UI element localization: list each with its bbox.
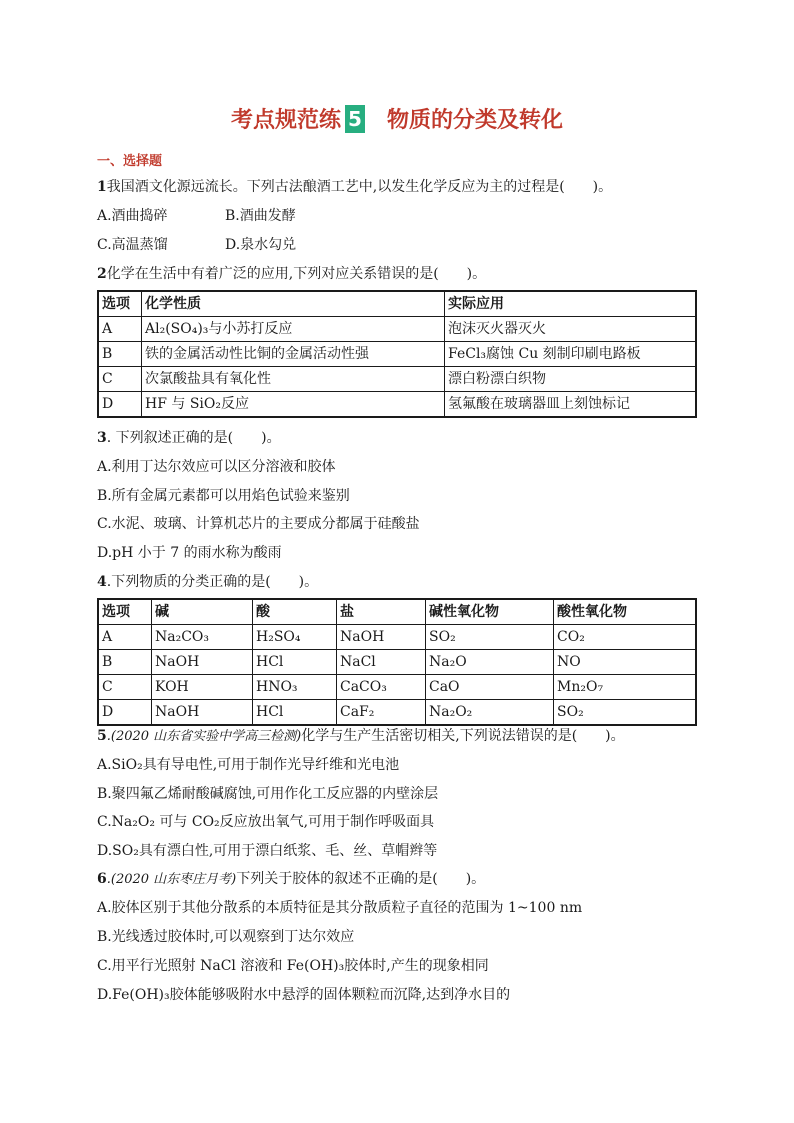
option-b: B.聚四氟乙烯耐酸碱腐蚀,可用作化工反应器的内壁涂层: [97, 786, 439, 802]
title-number-badge: 5: [345, 105, 365, 133]
table-cell: SO₂: [426, 625, 554, 650]
table-cell: C: [98, 367, 142, 392]
question-text-end: )。: [261, 430, 281, 446]
table-cell: CaF₂: [337, 700, 426, 726]
section-heading: 一、选择题: [97, 154, 163, 169]
table-cell: 氢氟酸在玻璃器皿上刻蚀标记: [445, 392, 697, 418]
table-cell: Na₂O₂: [426, 700, 554, 726]
question-4-stem: [97, 572, 318, 592]
table-cell: D: [98, 392, 142, 418]
table-cell: B: [98, 650, 152, 675]
question-number: 6: [97, 871, 107, 887]
table-cell: 铁的金属活动性比铜的金属活动性强: [142, 342, 445, 367]
table-header-row: [98, 291, 696, 317]
option-c: C.高温蒸馏: [97, 237, 168, 253]
header-cell: 盐: [337, 599, 426, 625]
option-b: B.所有金属元素都可以用焰色试验来鉴别: [97, 488, 350, 504]
page-title: [0, 104, 794, 138]
table-cell: H₂SO₄: [253, 625, 337, 650]
question-text-end: )。: [592, 179, 613, 195]
question-1-options-row-2: [97, 235, 353, 255]
header-cell: 碱: [152, 599, 253, 625]
table-cell: C: [98, 675, 152, 700]
question-text: . 下列叙述正确的是(: [106, 430, 234, 446]
question-text-end: )。: [466, 266, 487, 282]
option-c: C.Na₂O₂ 可与 CO₂反应放出氧气,可用于制作呼吸面具: [97, 814, 435, 830]
table-cell: Al₂(SO₄)₃与小苏打反应: [142, 317, 445, 342]
question-1-options-row-1: [97, 206, 353, 226]
title-prefix: 考点规范练: [230, 108, 341, 133]
question-text: 化学在生活中有着广泛的应用,下列对应关系错误的是(: [106, 266, 439, 282]
table-cell: HF 与 SiO₂反应: [142, 392, 445, 418]
question-5-stem: [97, 726, 625, 747]
question-text: .下列物质的分类正确的是(: [106, 574, 271, 590]
table-cell: Na₂O: [426, 650, 554, 675]
header-cell: 实际应用: [445, 291, 697, 317]
question-text: 下列关于胶体的叙述不正确的是(: [236, 871, 438, 887]
option-d: D.SO₂具有漂白性,可用于漂白纸浆、毛、丝、草帽辫等: [97, 843, 438, 859]
question-number: 5: [97, 728, 107, 744]
question-text: 我国酒文化源远流长。下列古法酿酒工艺中,以发生化学反应为主的过程是(: [106, 179, 565, 195]
table-cell: NO: [554, 650, 697, 675]
table-cell: SO₂: [554, 700, 697, 726]
question-6-stem: [97, 869, 485, 890]
table-row: [98, 675, 696, 700]
header-cell: 选项: [98, 599, 152, 625]
question-source: .(2020 山东省实验中学高三检测): [106, 729, 302, 744]
table-cell: 漂白粉漂白织物: [445, 367, 697, 392]
header-cell: 碱性氧化物: [426, 599, 554, 625]
question-number: 3: [97, 430, 107, 446]
option-d: D.泉水勾兑: [225, 237, 297, 253]
option-a: A.酒曲捣碎: [97, 208, 168, 224]
table-row: [98, 625, 696, 650]
table-cell: HNO₃: [253, 675, 337, 700]
table-cell: D: [98, 700, 152, 726]
table-cell: Na₂CO₃: [152, 625, 253, 650]
table-cell: CaCO₃: [337, 675, 426, 700]
option-a: A.胶体区别于其他分散系的本质特征是其分散质粒子直径的范围为 1~100 nm: [97, 900, 583, 916]
table-cell: 泡沫灭火器灭火: [445, 317, 697, 342]
table-cell: NaCl: [337, 650, 426, 675]
question-text: 化学与生产生活密切相关,下列说法错误的是(: [301, 728, 578, 744]
table-cell: B: [98, 342, 142, 367]
question-number: 4: [97, 574, 107, 590]
question-2-table: [97, 290, 697, 418]
option-a: A.SiO₂具有导电性,可用于制作光导纤维和光电池: [97, 757, 400, 773]
header-cell: 化学性质: [142, 291, 445, 317]
table-row: [98, 367, 696, 392]
table-cell: 次氯酸盐具有氧化性: [142, 367, 445, 392]
option-c: C.水泥、玻璃、计算机芯片的主要成分都属于硅酸盐: [97, 516, 420, 532]
question-2-stem: [97, 264, 486, 284]
title-subject: 物质的分类及转化: [387, 108, 564, 133]
header-cell: 选项: [98, 291, 142, 317]
table-cell: Mn₂O₇: [554, 675, 697, 700]
table-cell: NaOH: [152, 700, 253, 726]
option-d: D.pH 小于 7 的雨水称为酸雨: [97, 545, 282, 561]
table-cell: NaOH: [337, 625, 426, 650]
table-cell: KOH: [152, 675, 253, 700]
header-cell: 酸性氧化物: [554, 599, 697, 625]
question-source: .(2020 山东枣庄月考): [106, 872, 237, 887]
table-cell: HCl: [253, 650, 337, 675]
question-1-stem: [97, 177, 612, 197]
question-3-stem: [97, 428, 281, 448]
question-number: 2: [97, 266, 107, 282]
table-header-row: [98, 599, 696, 625]
table-row: [98, 700, 696, 726]
question-4-table: [97, 598, 697, 726]
table-cell: FeCl₃腐蚀 Cu 刻制印刷电路板: [445, 342, 697, 367]
table-cell: CO₂: [554, 625, 697, 650]
question-text-end: )。: [298, 574, 319, 590]
table-cell: NaOH: [152, 650, 253, 675]
option-a: A.利用丁达尔效应可以区分溶液和胶体: [97, 459, 336, 475]
table-row: [98, 342, 696, 367]
question-text-end: )。: [465, 871, 486, 887]
table-cell: HCl: [253, 700, 337, 726]
option-b: B.光线透过胶体时,可以观察到丁达尔效应: [97, 929, 355, 945]
question-text-end: )。: [605, 728, 625, 744]
table-row: [98, 650, 696, 675]
header-cell: 酸: [253, 599, 337, 625]
option-c: C.用平行光照射 NaCl 溶液和 Fe(OH)₃胶体时,产生的现象相同: [97, 958, 489, 974]
table-cell: CaO: [426, 675, 554, 700]
table-row: [98, 317, 696, 342]
table-cell: A: [98, 625, 152, 650]
option-b: B.酒曲发酵: [225, 208, 296, 224]
question-number: 1: [97, 179, 107, 195]
table-row: [98, 392, 696, 418]
table-cell: A: [98, 317, 142, 342]
option-d: D.Fe(OH)₃胶体能够吸附水中悬浮的固体颗粒而沉降,达到净水目的: [97, 987, 511, 1003]
